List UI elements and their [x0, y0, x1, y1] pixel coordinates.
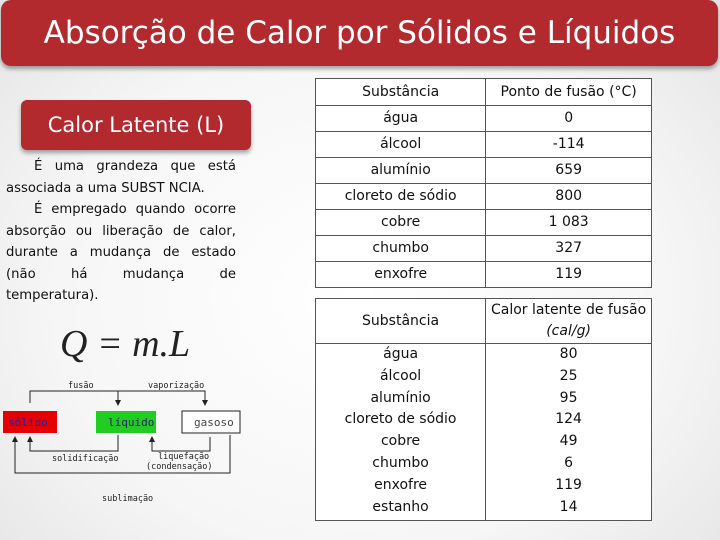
melting-point-header: Ponto de fusão (°C) — [486, 79, 652, 106]
value-cell: 0 — [486, 106, 652, 132]
latent-heat-header-line1: Calor latente de fusão — [490, 302, 647, 318]
substance-cell: enxofre — [374, 476, 428, 493]
description-paragraph-2: É empregado quando ocorre absorção ou liberação de calor, durante a mudança de estado (não há mudança de temperatura). — [6, 202, 236, 303]
value-cell: 80 — [559, 346, 578, 362]
gas-label: gasoso — [194, 416, 234, 429]
substance-cell: cloreto de sódio — [316, 184, 486, 210]
value-cell: 124 — [555, 411, 582, 428]
latent-heat-formula: Q = m.L — [60, 323, 191, 365]
substance-cell: estanho — [372, 498, 429, 515]
substance-cell: alumínio — [370, 389, 431, 406]
latent-heat-header-unit: (cal/g) — [546, 323, 591, 339]
substance-column — [316, 344, 486, 521]
description-paragraph-1: É uma grandeza que está associada a uma SUBST NCIA. — [6, 159, 236, 196]
value-cell: 119 — [486, 262, 652, 288]
substance-cell: água — [383, 346, 419, 362]
phase-change-diagram — [0, 375, 252, 511]
substance-cell: alumínio — [316, 158, 486, 184]
condensation-label: (condensação) — [146, 462, 213, 472]
table-row — [316, 158, 652, 184]
substance-cell: enxofre — [316, 262, 486, 288]
liquefaction-label: liquefação — [158, 452, 210, 462]
substance-cell: água — [316, 106, 486, 132]
value-cell: 119 — [555, 476, 582, 493]
value-cell: 327 — [486, 236, 652, 262]
value-cell: 49 — [559, 433, 578, 450]
substance-cell: álcool — [379, 367, 422, 384]
subtitle: Calor Latente (L) — [47, 113, 225, 137]
substance-header: Substância — [316, 79, 486, 106]
substance-cell: cobre — [380, 433, 421, 450]
description — [6, 156, 236, 307]
latent-heat-header — [486, 299, 652, 344]
fusion-label: fusão — [68, 381, 94, 391]
substance-cell: cobre — [316, 210, 486, 236]
slide-title: Absorção de Calor por Sólidos e Líquidos — [43, 15, 676, 51]
substance-cell: cloreto de sódio — [344, 411, 457, 428]
substance-header: Substância — [316, 299, 486, 344]
value-cell: 6 — [564, 454, 574, 471]
title-banner — [1, 0, 718, 66]
subtitle-box — [21, 100, 251, 150]
value-cell: 95 — [559, 389, 578, 406]
substance-cell: chumbo — [372, 454, 429, 471]
table-row — [316, 344, 652, 521]
value-cell: 1 083 — [486, 210, 652, 236]
table-row — [316, 184, 652, 210]
value-cell: 14 — [559, 498, 578, 515]
table-row — [316, 236, 652, 262]
table-header-row — [316, 79, 652, 106]
solidification-label: solidificação — [52, 454, 119, 464]
table-row — [316, 262, 652, 288]
table-row — [316, 210, 652, 236]
value-cell: 25 — [559, 367, 578, 384]
solid-label: sólido — [8, 416, 48, 429]
substance-cell: chumbo — [316, 236, 486, 262]
substance-cell: álcool — [316, 132, 486, 158]
latent-heat-table — [315, 298, 652, 521]
sublimation-label: sublimação — [102, 494, 154, 504]
value-cell: -114 — [486, 132, 652, 158]
value-cell: 800 — [486, 184, 652, 210]
table-row — [316, 106, 652, 132]
table-row — [316, 132, 652, 158]
melting-point-table — [315, 78, 652, 288]
table-header-row — [316, 299, 652, 344]
liquid-label: líquido — [108, 416, 155, 429]
value-cell: 659 — [486, 158, 652, 184]
vaporization-label: vaporização — [148, 381, 205, 391]
value-column — [486, 344, 652, 521]
